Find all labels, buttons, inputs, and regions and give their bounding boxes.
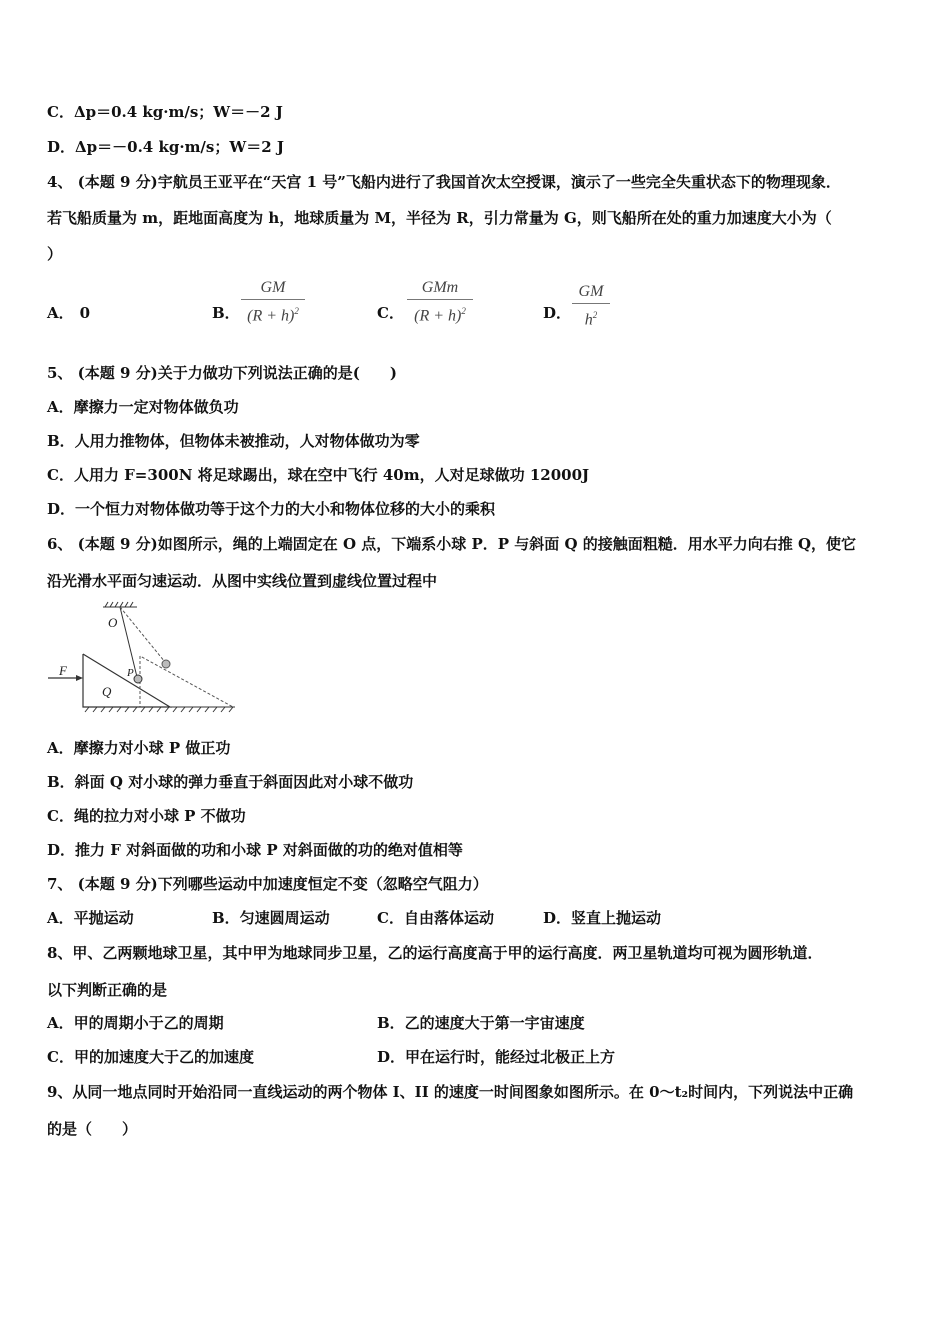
label-p: P xyxy=(127,667,134,679)
q8-option-d: D．甲在运行时，能经过北极正上方 xyxy=(377,1048,616,1066)
q4-option-c-fraction xyxy=(407,278,473,326)
q4-option-a xyxy=(47,303,90,323)
label-f: F xyxy=(59,663,67,678)
q8-option-a: A．甲的周期小于乙的周期 xyxy=(47,1014,224,1032)
q4-option-b-exponent: 2 xyxy=(294,306,299,316)
q7-option-c: C．自由落体运动 xyxy=(377,909,494,927)
q5-option-d: D．一个恒力对物体做功等于这个力的大小和物体位移的大小的乘积 xyxy=(47,500,496,518)
q3-option-d xyxy=(47,137,284,157)
q7-option-b: B．匀速圆周运动 xyxy=(212,909,330,927)
q5-option-a: A．摩擦力一定对物体做负功 xyxy=(47,398,239,416)
q6-stem-line1: 6、 (本题 9 分)如图所示，绳的上端固定在 O 点，下端系小球 P．P 与斜面 Q 的接触面粗糙．用水平力向右推 Q，使它 xyxy=(47,535,857,553)
q5-option-b: B．人用力推物体，但物体未被推动，人对物体做功为零 xyxy=(47,432,420,450)
q8-option-b: B．乙的速度大于第一宇宙速度 xyxy=(377,1014,585,1032)
q7-option-a: A．平抛运动 xyxy=(47,909,134,927)
q9-stem-line2: 的是（ ） xyxy=(47,1120,138,1138)
ground xyxy=(83,707,235,712)
q7-stem: 7、 (本题 9 分)下列哪些运动中加速度恒定不变（忽略空气阻力） xyxy=(47,875,488,893)
q4-option-c-denominator: (R + h) xyxy=(414,307,462,325)
incline-q-dashed xyxy=(140,656,233,707)
q3-option-c-text: Δp＝0.4 kg·m/s；W＝－2 J xyxy=(73,103,283,121)
q7-option-d: D．竖直上抛运动 xyxy=(543,909,662,927)
ball-p-dashed xyxy=(162,660,170,668)
q4-option-b-fraction xyxy=(241,278,305,326)
q5-option-c: C．人用力 F=300N 将足球踢出，球在空中飞行 40m，人对足球做功 12000J xyxy=(47,466,590,484)
q4-option-c-exponent: 2 xyxy=(461,306,466,316)
q4-option-b-numerator: GM xyxy=(260,279,286,296)
q8-stem-line2: 以下判断正确的是 xyxy=(47,981,168,999)
q4-stem-line1: 4、 (本题 9 分)宇航员王亚平在“天宫 1 号”飞船内进行了我国首次太空授课，演示了一些完全失重状态下的物理现象． xyxy=(47,173,841,191)
q4-stem-line2: 若飞船质量为 m，距地面高度为 h，地球质量为 M，半径为 R，引力常量为 G，则飞船所在处的重力加速度大小为（ xyxy=(47,209,832,227)
q6-stem-line2: 沿光滑水平面匀速运动．从图中实线位置到虚线位置过程中 xyxy=(47,572,438,590)
ball-p-solid xyxy=(134,675,142,683)
q4-option-d-label: D． xyxy=(543,304,572,322)
q4-option-a-label: A． xyxy=(47,304,74,322)
q6-figure xyxy=(45,600,240,715)
q4-option-b-denominator: (R + h) xyxy=(247,307,295,325)
q4-option-d-denominator: h xyxy=(584,311,593,329)
q6-option-d: D．推力 F 对斜面做的功和小球 P 对斜面做的功的绝对值相等 xyxy=(47,841,463,859)
q5-stem: 5、 (本题 9 分)关于力做功下列说法正确的是( ) xyxy=(47,364,397,382)
incline-q-solid xyxy=(83,654,170,707)
q4-option-c-numerator: GMm xyxy=(421,279,459,296)
label-o: O xyxy=(108,615,118,630)
q4-option-a-text: 0 xyxy=(79,304,91,322)
q4-option-b-label: B． xyxy=(212,304,240,322)
q3-option-d-text: Δp＝－0.4 kg·m/s；W＝2 J xyxy=(75,138,284,156)
q4-option-c-label: C． xyxy=(377,304,404,322)
q8-option-c: C．甲的加速度大于乙的加速度 xyxy=(47,1048,254,1066)
ceiling-support xyxy=(103,602,137,607)
q4-option-d-fraction xyxy=(572,282,610,330)
q9-stem-line1: 9、从同一地点同时开始沿同一直线运动的两个物体 I、II 的速度一时间图象如图所示。在 0～t₂时间内，下列说法中正确 xyxy=(47,1083,854,1101)
q6-option-b: B．斜面 Q 对小球的弹力垂直于斜面因此对小球不做功 xyxy=(47,773,414,791)
q4-option-d-exponent: 2 xyxy=(592,310,598,320)
q3-option-c-label: C． xyxy=(47,103,74,121)
q3-option-c xyxy=(47,102,283,122)
q6-option-a: A．摩擦力对小球 P 做正功 xyxy=(47,739,231,757)
q4-stem-line3: ） xyxy=(47,245,63,263)
q6-option-c: C．绳的拉力对小球 P 不做功 xyxy=(47,807,246,825)
q3-option-d-label: D． xyxy=(47,138,76,156)
q8-stem-line1: 8、甲、乙两颗地球卫星，其中甲为地球同步卫星，乙的运行高度高于甲的运行高度．两卫星轨道均可视为圆形轨道． xyxy=(47,944,823,962)
q4-option-d-numerator: GM xyxy=(578,283,604,300)
label-q: Q xyxy=(102,684,112,699)
